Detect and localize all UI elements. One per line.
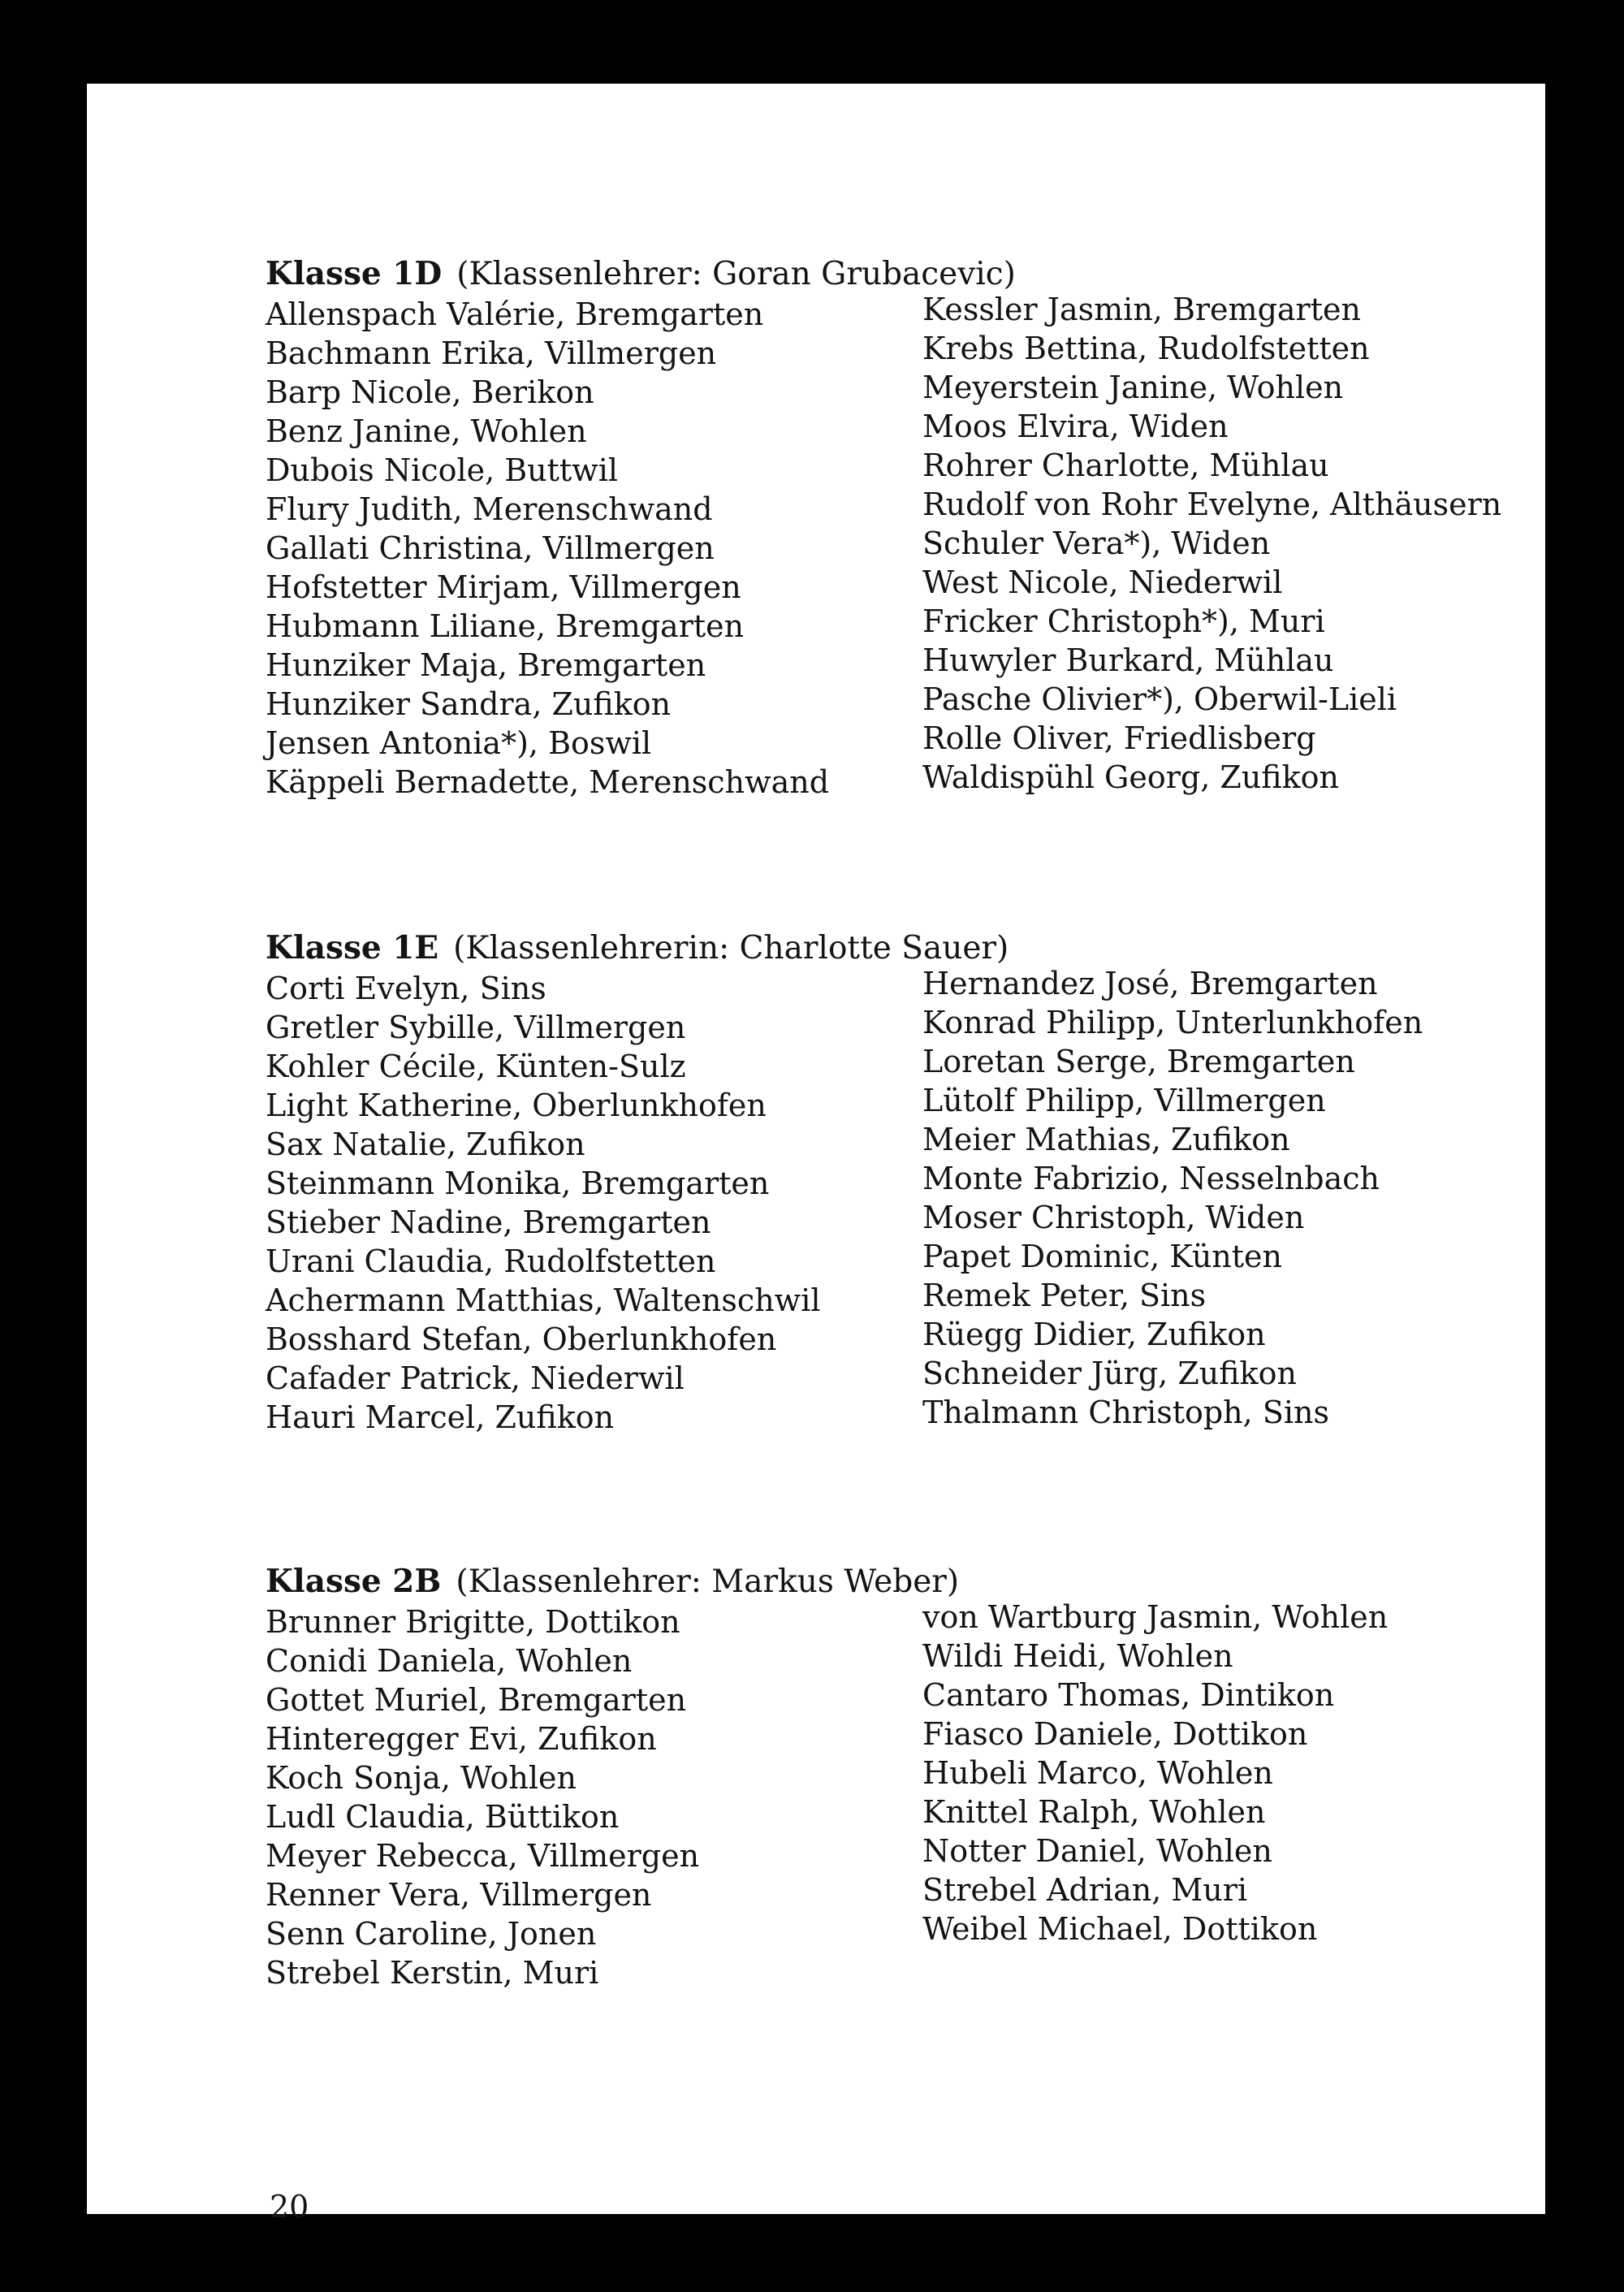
student-entry: Pasche Olivier*), Oberwil-Lieli: [922, 681, 1397, 717]
student-list-right: [922, 1598, 1388, 1948]
student-list-right: [922, 964, 1423, 1432]
student-entry: Weibel Michael, Dottikon: [922, 1911, 1318, 1947]
class-section-1e: [266, 928, 1565, 1435]
student-list-left: [266, 295, 829, 802]
student-entry: Barp Nicole, Berikon: [266, 374, 594, 410]
student-entry: Sax Natalie, Zufikon: [266, 1127, 585, 1162]
student-entry: Loretan Serge, Bremgarten: [922, 1044, 1355, 1079]
class-section-2b: [266, 1562, 1565, 1991]
class-name: Klasse 1E: [266, 929, 439, 967]
student-entry: Hubmann Liliane, Bremgarten: [266, 608, 745, 644]
student-entry: Fiasco Daniele, Dottikon: [922, 1716, 1308, 1752]
student-list-left: [266, 969, 821, 1437]
section-heading: [266, 254, 1565, 295]
student-entry: Senn Caroline, Jonen: [266, 1916, 597, 1952]
student-entry: Corti Evelyn, Sins: [266, 971, 546, 1006]
student-entry: Monte Fabrizio, Nesselnbach: [922, 1161, 1380, 1196]
document-page: [87, 84, 1545, 2225]
student-entry: West Nicole, Niederwil: [922, 564, 1283, 600]
student-entry: Schuler Vera*), Widen: [922, 525, 1271, 561]
class-teacher: (Klassenlehrerin: Charlotte Sauer): [453, 930, 1009, 967]
student-entry: Hunziker Maja, Bremgarten: [266, 647, 706, 683]
student-entry: Hauri Marcel, Zufikon: [266, 1399, 615, 1435]
student-entry: Rolle Oliver, Friedlisberg: [922, 720, 1316, 756]
student-list-left: [266, 1602, 699, 1992]
student-entry: Konrad Philipp, Unterlunkhofen: [922, 1005, 1423, 1040]
student-entry: Jensen Antonia*), Boswil: [266, 725, 652, 761]
student-entry: Krebs Bettina, Rudolfstetten: [922, 331, 1370, 366]
student-entry: Gretler Sybille, Villmergen: [266, 1010, 686, 1045]
student-entry: Huwyler Burkard, Mühlau: [922, 642, 1334, 678]
student-entry: Waldispühl Georg, Zufikon: [922, 759, 1340, 795]
class-teacher: (Klassenlehrer: Markus Weber): [456, 1563, 960, 1600]
class-teacher: (Klassenlehrer: Goran Grubacevic): [456, 256, 1016, 292]
student-entry: Ludl Claudia, Büttikon: [266, 1799, 620, 1835]
student-entry: Schneider Jürg, Zufikon: [922, 1356, 1297, 1391]
student-entry: Papet Dominic, Künten: [922, 1239, 1283, 1274]
student-entry: Hunziker Sandra, Zufikon: [266, 686, 672, 722]
student-entry: Achermann Matthias, Waltenschwil: [266, 1282, 821, 1318]
student-entry: Lütolf Philipp, Villmergen: [922, 1083, 1326, 1118]
student-entry: Urani Claudia, Rudolfstetten: [266, 1243, 716, 1279]
student-entry: Käppeli Bernadette, Merenschwand: [266, 764, 830, 800]
student-entry: von Wartburg Jasmin, Wohlen: [922, 1599, 1389, 1635]
student-entry: Hubeli Marco, Wohlen: [922, 1755, 1273, 1791]
student-entry: Stieber Nadine, Bremgarten: [266, 1204, 711, 1240]
student-entry: Koch Sonja, Wohlen: [266, 1760, 577, 1796]
student-entry: Bosshard Stefan, Oberlunkhofen: [266, 1321, 777, 1357]
section-heading: [266, 928, 1565, 969]
student-entry: Cafader Patrick, Niederwil: [266, 1360, 685, 1396]
class-section-1d: [266, 254, 1565, 800]
student-entry: Meier Mathias, Zufikon: [922, 1122, 1290, 1157]
student-entry: Flury Judith, Merenschwand: [266, 491, 713, 527]
student-entry: Remek Peter, Sins: [922, 1278, 1207, 1313]
student-entry: Strebel Kerstin, Muri: [266, 1955, 599, 1991]
student-entry: Meyer Rebecca, Villmergen: [266, 1838, 700, 1874]
student-entry: Moos Elvira, Widen: [922, 409, 1229, 444]
student-entry: Cantaro Thomas, Dintikon: [922, 1677, 1335, 1713]
page-number: 20: [270, 2189, 309, 2225]
student-entry: Allenspach Valérie, Bremgarten: [266, 296, 764, 332]
student-entry: Hernandez José, Bremgarten: [922, 966, 1378, 1001]
student-entry: Rüegg Didier, Zufikon: [922, 1317, 1266, 1352]
student-entry: Renner Vera, Villmergen: [266, 1877, 652, 1913]
student-entry: Fricker Christoph*), Muri: [922, 603, 1325, 639]
student-entry: Rohrer Charlotte, Mühlau: [922, 448, 1329, 483]
student-entry: Brunner Brigitte, Dottikon: [266, 1604, 680, 1640]
student-entry: Hofstetter Mirjam, Villmergen: [266, 569, 741, 605]
student-entry: Strebel Adrian, Muri: [922, 1872, 1248, 1908]
student-entry: Benz Janine, Wohlen: [266, 413, 587, 449]
student-entry: Gottet Muriel, Bremgarten: [266, 1682, 687, 1718]
student-entry: Kessler Jasmin, Bremgarten: [922, 292, 1361, 327]
student-entry: Bachmann Erika, Villmergen: [266, 335, 717, 371]
student-entry: Knittel Ralph, Wohlen: [922, 1794, 1266, 1830]
class-name: Klasse 1D: [266, 255, 443, 292]
student-entry: Steinmann Monika, Bremgarten: [266, 1165, 770, 1201]
student-entry: Meyerstein Janine, Wohlen: [922, 370, 1344, 405]
student-entry: Kohler Cécile, Künten-Sulz: [266, 1049, 686, 1084]
student-entry: Thalmann Christoph, Sins: [922, 1395, 1329, 1430]
student-entry: Gallati Christina, Villmergen: [266, 530, 715, 566]
student-entry: Wildi Heidi, Wohlen: [922, 1638, 1233, 1674]
student-entry: Dubois Nicole, Buttwil: [266, 452, 619, 488]
student-entry: Light Katherine, Oberlunkhofen: [266, 1088, 767, 1123]
student-entry: Conidi Daniela, Wohlen: [266, 1643, 633, 1679]
section-heading: [266, 1562, 1565, 1602]
student-entry: Rudolf von Rohr Evelyne, Althäusern: [922, 487, 1502, 522]
student-entry: Notter Daniel, Wohlen: [922, 1833, 1272, 1869]
student-entry: Hinteregger Evi, Zufikon: [266, 1721, 657, 1757]
student-entry: Moser Christoph, Widen: [922, 1200, 1305, 1235]
class-name: Klasse 2B: [266, 1563, 442, 1600]
student-list-right: [922, 290, 1501, 797]
